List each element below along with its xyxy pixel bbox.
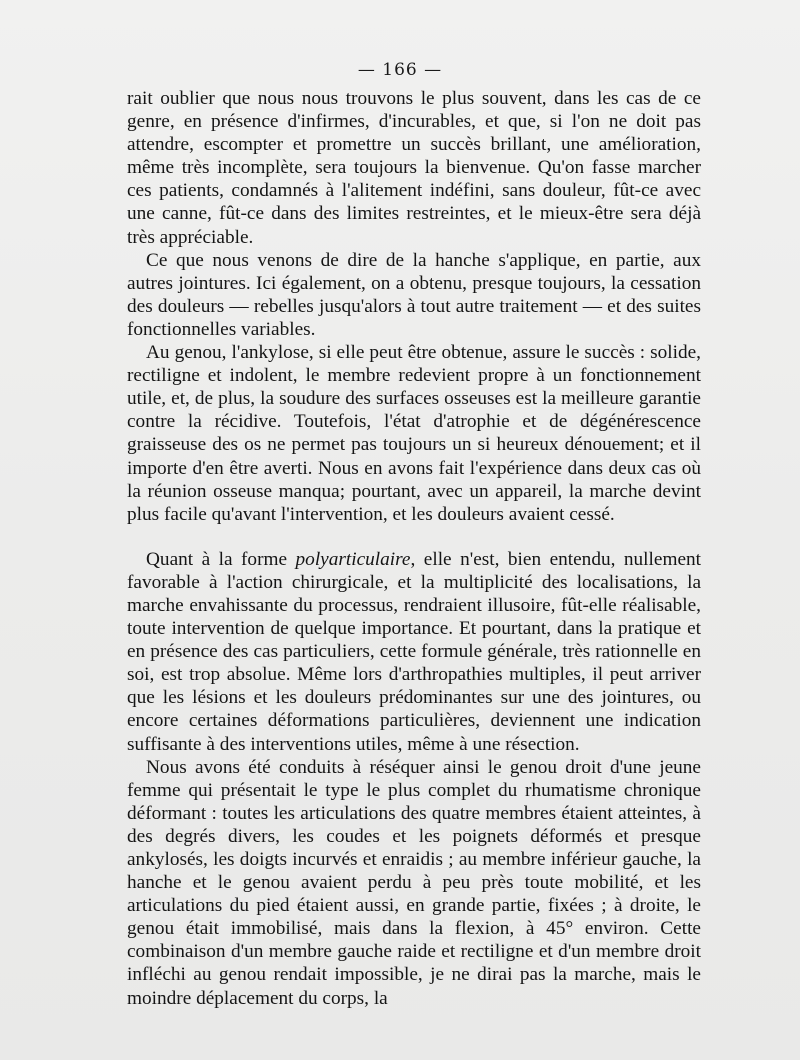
paragraph-text: Quant à la forme [146,548,296,570]
paragraph: Nous avons été conduits à réséquer ainsi le genou droit d'une jeune femme qui présentait le type le plus complet du rhumatisme chronique déformant : toutes les articulations des quatre membres étaient atteintes, à des degrés divers, les coudes et les poignets déformés et presque ankylosés, les doigts incurvés et enraidis ; au membre inférieur gauche, la hanche et le genou avaient perdu à peu près toute mobilité, et les articulations du pied étaient aussi, en grande partie, fixées ; à droite, le genou était immobilisé, mais dans la flexion, à 45° environ. Cette combinaison d'un membre gauche raide et rectiligne et d'un membre droit infléchi au genou rendait impossible, je ne dirai pas la marche, mais le moindre déplacement du corps, la [127,756,701,1009]
paragraph [127,548,701,756]
paragraph: Au genou, l'ankylose, si elle peut être obtenue, assure le succès : solide, rectiligne et indolent, le membre redevient propre à un fonctionnement utile, et, de plus, la soudure des surfaces osseuses est la meilleure garantie contre la récidive. Toutefois, l'état d'atrophie et de dégénérescence graisseuse des os ne permet pas toujours un si heureux dénouement; et il importe d'en être averti. Nous en avons fait l'expérience dans deux cas où la réunion osseuse manqua; pourtant, avec un appareil, la marche devint plus facile qu'avant l'intervention, et les douleurs avaient cessé. [127,342,701,525]
page-number: — 166 — [357,60,443,80]
emphasized-term: polyarticulaire [295,548,411,570]
paragraph: rait oublier que nous nous trouvons le plus souvent, dans les cas de ce genre, en présence d'infirmes, d'incurables, et que, si l'on ne doit pas attendre, escompter et promettre un succès brillant, une amélioration, même très incomplète, sera toujours la bienvenue. Qu'on fasse marcher ces patients, condamnés à l'alitement indéfini, sans douleur, fût-ce avec une canne, fût-ce dans des limites restreintes, et le mieux-être sera déjà très appréciable. [127,88,701,248]
body-text [127,87,701,1010]
paragraph: Ce que nous venons de dire de la hanche s'applique, en partie, aux autres jointures. Ici également, on a obtenu, presque toujours, la cessation des douleurs — rebelles jusqu'alors à tout autre traitement — et des suites fonctionnelles variables. [127,249,701,340]
paragraph-text: , elle n'est, bien entendu, nullement favorable à l'action chirurgicale, et la multiplicité des localisations, la marche envahissante du processus, rendraient illusoire, fût-elle réalisable, toute intervention de quelque importance. Et pourtant, dans la pratique et en présence des cas particuliers, cette formule générale, très rationnelle en soi, est trop absolue. Même lors d'arthropathies multiples, il peut arriver que les lésions et les douleurs prédominantes sur une des jointures, ou encore certaines déformations particulières, deviennent une indication suffisante à des interventions utiles, même à une résection. [127,548,702,755]
